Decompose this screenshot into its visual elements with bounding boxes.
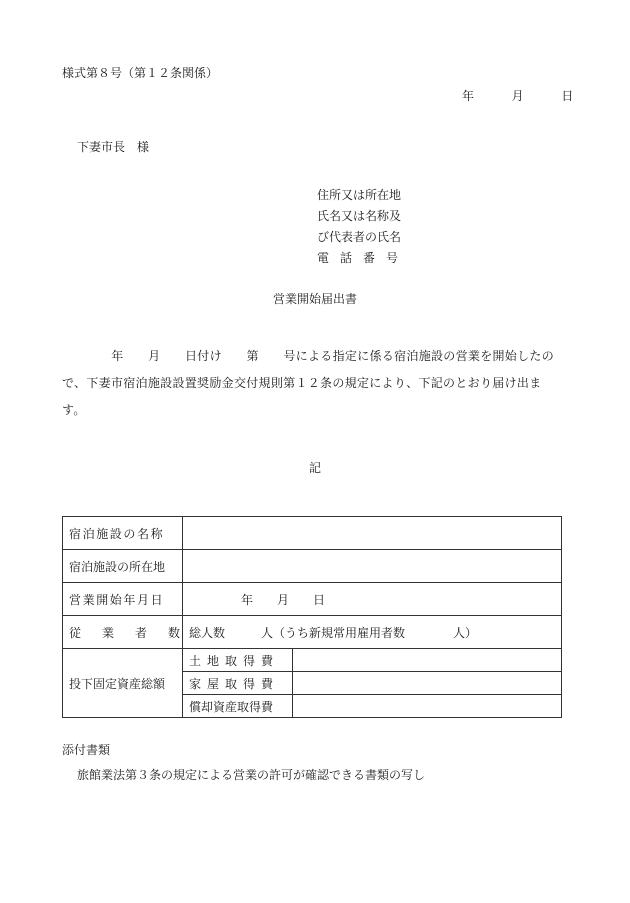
applicant-tel — [317, 248, 409, 269]
info-table — [62, 516, 562, 718]
start-date-label: 営業開始年月日 — [63, 583, 183, 616]
tel-char: 号 — [386, 251, 399, 265]
table-row — [63, 583, 562, 616]
start-date-value[interactable]: 年 月 日 — [183, 583, 562, 616]
applicant-address: 住所又は所在地 — [317, 188, 402, 202]
addressee: 下妻市長 様 — [77, 140, 150, 154]
facility-name-label: 宿泊施設の名称 — [63, 517, 183, 550]
tel-char: 話 — [340, 251, 353, 265]
date-line — [462, 87, 573, 104]
tel-char: 電 — [317, 251, 330, 265]
facility-name-value[interactable] — [183, 517, 562, 550]
date-year: 年 — [462, 89, 475, 103]
land-label: 土地取得費 — [183, 649, 293, 672]
form-number: 様式第８号（第１２条関係） — [62, 66, 219, 80]
table-row — [63, 649, 562, 672]
table-row — [63, 616, 562, 649]
table-row — [63, 550, 562, 583]
document-title: 営業開始届出書 — [272, 292, 357, 306]
tel-char: 番 — [363, 251, 376, 265]
ki-marker: 記 — [308, 461, 321, 475]
table-row — [63, 517, 562, 550]
depreciable-label: 償却資産取得費 — [183, 695, 293, 718]
applicant-name-line1: 氏名又は名称及 — [317, 209, 402, 223]
applicant-block — [317, 185, 409, 269]
facility-address-value[interactable] — [183, 550, 562, 583]
building-value[interactable] — [293, 672, 562, 695]
employees-value[interactable]: 総人数 人（うち新規常用雇用者数 人） — [183, 616, 562, 649]
facility-address-label: 宿泊施設の所在地 — [63, 550, 183, 583]
employees-label: 従業者数 — [63, 616, 183, 649]
applicant-name-line2: び代表者の氏名 — [317, 230, 402, 244]
depreciable-value[interactable] — [293, 695, 562, 718]
building-label: 家屋取得費 — [183, 672, 293, 695]
attachments-heading: 添付書類 — [62, 743, 111, 757]
investment-label: 投下固定資産総額 — [63, 649, 183, 718]
land-value[interactable] — [293, 649, 562, 672]
attachments-item: 旅館業法第３条の規定による営業の許可が確認できる書類の写し — [77, 768, 426, 782]
date-day: 日 — [561, 89, 574, 103]
date-month: 月 — [511, 89, 524, 103]
body-text: 年 月 日付け 第 号による指定に係る宿泊施設の営業を開始したので、下妻市宿泊施設設置奨励金交付規則第１２条の規定により、下記のとおり届け出ます。 — [62, 349, 555, 417]
